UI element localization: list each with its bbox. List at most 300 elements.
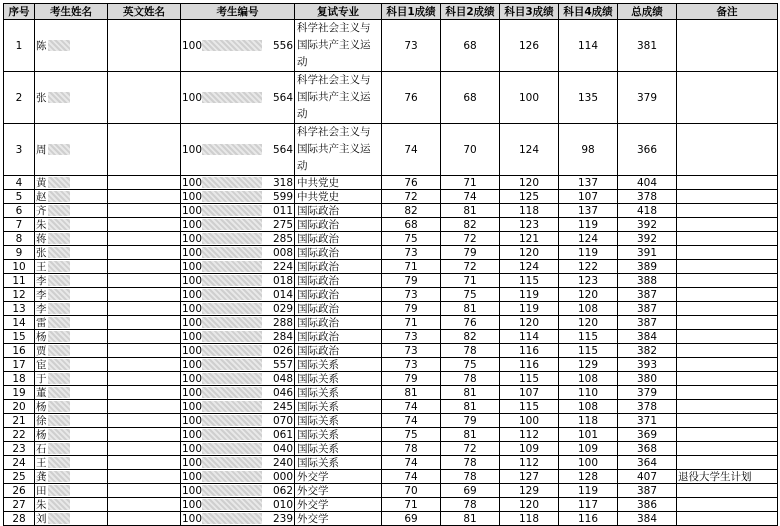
row-number: 4 [4, 176, 35, 190]
retest-major: 国际关系 [295, 372, 382, 386]
subject4-score: 107 [559, 190, 618, 204]
remark [677, 218, 778, 232]
subject2-score: 72 [441, 232, 500, 246]
table-row [4, 330, 778, 344]
row-number: 1 [4, 20, 35, 72]
subject4-score: 100 [559, 456, 618, 470]
table-row [4, 288, 778, 302]
candidate-id [181, 124, 295, 176]
candidate-name-text: 朱 [36, 218, 47, 231]
redaction-mask [48, 191, 70, 202]
retest-major: 国际关系 [295, 400, 382, 414]
row-number: 7 [4, 218, 35, 232]
subject2-score: 71 [441, 274, 500, 288]
candidate-id-prefix: 100 [182, 330, 203, 343]
row-number: 18 [4, 372, 35, 386]
redaction-mask [202, 289, 262, 300]
retest-major: 国际关系 [295, 456, 382, 470]
candidate-id [181, 302, 295, 316]
candidate-id [181, 498, 295, 512]
subject1-score: 74 [382, 456, 441, 470]
subject2-score: 68 [441, 20, 500, 72]
subject3-score: 112 [500, 456, 559, 470]
candidate-name [35, 274, 108, 288]
candidate-id-suffix: 000 [272, 470, 293, 483]
redaction-mask [202, 401, 262, 412]
candidate-name [35, 442, 108, 456]
subject4-score: 124 [559, 232, 618, 246]
candidate-id-suffix: 245 [272, 400, 293, 413]
candidate-id [181, 72, 295, 124]
subject1-score: 81 [382, 386, 441, 400]
candidate-id-prefix: 100 [182, 288, 203, 301]
english-name [108, 470, 181, 484]
subject3-score: 119 [500, 288, 559, 302]
redaction-mask [202, 359, 262, 370]
subject1-score: 68 [382, 218, 441, 232]
row-number: 27 [4, 498, 35, 512]
subject3-score: 124 [500, 124, 559, 176]
redaction-mask [202, 233, 262, 244]
candidate-id-suffix: 284 [272, 330, 293, 343]
english-name [108, 428, 181, 442]
subject4-score: 114 [559, 20, 618, 72]
subject2-score: 81 [441, 400, 500, 414]
subject3-score: 124 [500, 260, 559, 274]
candidate-name [35, 484, 108, 498]
candidate-name [35, 386, 108, 400]
subject4-score: 116 [559, 512, 618, 526]
row-number: 8 [4, 232, 35, 246]
candidate-id-prefix: 100 [182, 358, 203, 371]
retest-major: 国际政治 [295, 246, 382, 260]
subject3-score: 118 [500, 204, 559, 218]
candidate-id-suffix: 029 [272, 302, 293, 315]
redaction-mask [202, 303, 262, 314]
subject2-score: 69 [441, 484, 500, 498]
total-score: 391 [618, 246, 677, 260]
candidate-id-prefix: 100 [182, 204, 203, 217]
candidate-id-prefix: 100 [182, 372, 203, 385]
redaction-mask [48, 261, 70, 272]
candidate-name-text: 杨 [36, 400, 47, 413]
candidate-name-text: 雷 [36, 316, 47, 329]
subject1-score: 79 [382, 372, 441, 386]
header-cell: 备注 [677, 4, 778, 20]
subject1-score: 76 [382, 176, 441, 190]
candidate-id-suffix: 040 [272, 442, 293, 455]
table-row [4, 386, 778, 400]
table-row [4, 456, 778, 470]
remark: 退役大学生计划 [677, 470, 778, 484]
subject1-score: 73 [382, 246, 441, 260]
redaction-mask [48, 457, 70, 468]
candidate-id [181, 428, 295, 442]
subject4-score: 122 [559, 260, 618, 274]
candidate-id-prefix: 100 [182, 176, 203, 189]
subject2-score: 82 [441, 218, 500, 232]
subject3-score: 112 [500, 428, 559, 442]
row-number: 12 [4, 288, 35, 302]
candidate-id-prefix: 100 [182, 344, 203, 357]
redaction-mask [48, 205, 70, 216]
redaction-mask [202, 457, 262, 468]
subject1-score: 74 [382, 414, 441, 428]
remark [677, 232, 778, 246]
redaction-mask [202, 191, 262, 202]
candidate-id-prefix: 100 [182, 91, 203, 104]
candidate-id-suffix: 061 [272, 428, 293, 441]
redaction-mask [48, 401, 70, 412]
redaction-mask [202, 247, 262, 258]
candidate-id-suffix: 062 [272, 484, 293, 497]
table-row [4, 274, 778, 288]
candidate-name-text: 陈 [36, 39, 47, 52]
retest-major: 国际关系 [295, 358, 382, 372]
english-name [108, 246, 181, 260]
retest-major: 国际关系 [295, 428, 382, 442]
header-cell: 考生编号 [181, 4, 295, 20]
candidate-id [181, 316, 295, 330]
subject3-score: 127 [500, 470, 559, 484]
retest-major: 国际政治 [295, 344, 382, 358]
row-number: 11 [4, 274, 35, 288]
row-number: 6 [4, 204, 35, 218]
retest-major: 中共党史 [295, 176, 382, 190]
remark [677, 124, 778, 176]
subject4-score: 119 [559, 484, 618, 498]
table-row [4, 204, 778, 218]
candidate-name-text: 田 [36, 484, 47, 497]
redaction-mask [202, 261, 262, 272]
redaction-mask [48, 429, 70, 440]
subject1-score: 78 [382, 442, 441, 456]
candidate-name [35, 176, 108, 190]
retest-major: 国际政治 [295, 330, 382, 344]
candidate-id [181, 204, 295, 218]
header-cell: 科目2成绩 [441, 4, 500, 20]
retest-major: 国际政治 [295, 302, 382, 316]
table-row [4, 302, 778, 316]
subject1-score: 75 [382, 232, 441, 246]
redaction-mask [202, 499, 262, 510]
row-number: 13 [4, 302, 35, 316]
remark [677, 302, 778, 316]
row-number: 14 [4, 316, 35, 330]
subject1-score: 69 [382, 512, 441, 526]
retest-major: 国际关系 [295, 442, 382, 456]
candidate-id-suffix: 288 [272, 316, 293, 329]
candidate-name [35, 330, 108, 344]
subject3-score: 121 [500, 232, 559, 246]
remark [677, 330, 778, 344]
total-score: 387 [618, 302, 677, 316]
redaction-mask [202, 387, 262, 398]
english-name [108, 316, 181, 330]
remark [677, 176, 778, 190]
subject3-score: 109 [500, 442, 559, 456]
remark [677, 344, 778, 358]
row-number: 22 [4, 428, 35, 442]
candidate-id-prefix: 100 [182, 302, 203, 315]
english-name [108, 20, 181, 72]
english-name [108, 124, 181, 176]
subject4-score: 119 [559, 246, 618, 260]
subject3-score: 120 [500, 176, 559, 190]
candidate-id-suffix: 070 [272, 414, 293, 427]
candidate-id [181, 456, 295, 470]
subject3-score: 116 [500, 344, 559, 358]
total-score: 378 [618, 190, 677, 204]
header-row [4, 4, 778, 20]
english-name [108, 204, 181, 218]
redaction-mask [202, 177, 262, 188]
subject2-score: 75 [441, 288, 500, 302]
subject3-score: 100 [500, 72, 559, 124]
table-row [4, 246, 778, 260]
header-cell: 科目3成绩 [500, 4, 559, 20]
candidate-id [181, 330, 295, 344]
candidate-id-prefix: 100 [182, 470, 203, 483]
candidate-id-suffix: 224 [272, 260, 293, 273]
candidate-id-suffix: 557 [272, 358, 293, 371]
table-row [4, 316, 778, 330]
row-number: 28 [4, 512, 35, 526]
redaction-mask [202, 317, 262, 328]
redaction-mask [48, 303, 70, 314]
table-row [4, 414, 778, 428]
row-number: 10 [4, 260, 35, 274]
english-name [108, 288, 181, 302]
retest-major: 外交学 [295, 484, 382, 498]
candidate-name-text: 张 [36, 246, 47, 259]
candidate-name-text: 齐 [36, 204, 47, 217]
table-row [4, 372, 778, 386]
candidate-name [35, 288, 108, 302]
redaction-mask [48, 373, 70, 384]
candidate-id-prefix: 100 [182, 260, 203, 273]
row-number: 24 [4, 456, 35, 470]
candidate-id-prefix: 100 [182, 232, 203, 245]
subject3-score: 115 [500, 400, 559, 414]
candidate-name [35, 190, 108, 204]
subject2-score: 81 [441, 428, 500, 442]
total-score: 389 [618, 260, 677, 274]
redaction-mask [48, 359, 70, 370]
subject4-score: 135 [559, 72, 618, 124]
candidate-id-prefix: 100 [182, 218, 203, 231]
candidate-name [35, 218, 108, 232]
candidate-name-text: 贾 [36, 344, 47, 357]
candidate-id-suffix: 014 [272, 288, 293, 301]
redaction-mask [48, 415, 70, 426]
candidate-name-text: 王 [36, 260, 47, 273]
total-score: 388 [618, 274, 677, 288]
subject4-score: 128 [559, 470, 618, 484]
english-name [108, 190, 181, 204]
row-number: 19 [4, 386, 35, 400]
redaction-mask [48, 499, 70, 510]
subject2-score: 81 [441, 386, 500, 400]
remark [677, 484, 778, 498]
candidate-id-prefix: 100 [182, 246, 203, 259]
candidate-name [35, 498, 108, 512]
subject1-score: 71 [382, 316, 441, 330]
subject3-score: 107 [500, 386, 559, 400]
candidate-id [181, 344, 295, 358]
total-score: 369 [618, 428, 677, 442]
subject1-score: 76 [382, 72, 441, 124]
redaction-mask [48, 92, 70, 103]
total-score: 404 [618, 176, 677, 190]
english-name [108, 414, 181, 428]
remark [677, 456, 778, 470]
subject2-score: 72 [441, 442, 500, 456]
retest-major: 国际政治 [295, 316, 382, 330]
subject2-score: 81 [441, 302, 500, 316]
candidate-name-text: 赵 [36, 190, 47, 203]
candidate-id-suffix: 010 [272, 498, 293, 511]
subject1-score: 79 [382, 274, 441, 288]
subject4-score: 123 [559, 274, 618, 288]
english-name [108, 386, 181, 400]
row-number: 23 [4, 442, 35, 456]
total-score: 371 [618, 414, 677, 428]
total-score: 384 [618, 512, 677, 526]
redaction-mask [202, 373, 262, 384]
table-row [4, 498, 778, 512]
redaction-mask [202, 40, 262, 51]
english-name [108, 330, 181, 344]
candidate-id [181, 386, 295, 400]
candidate-id-prefix: 100 [182, 414, 203, 427]
redaction-mask [48, 144, 70, 155]
remark [677, 274, 778, 288]
candidate-id [181, 470, 295, 484]
subject1-score: 82 [382, 204, 441, 218]
redaction-mask [202, 205, 262, 216]
header-cell: 科目1成绩 [382, 4, 441, 20]
redaction-mask [48, 387, 70, 398]
row-number: 3 [4, 124, 35, 176]
redaction-mask [202, 485, 262, 496]
candidate-name-text: 于 [36, 372, 47, 385]
subject3-score: 120 [500, 246, 559, 260]
candidate-id-suffix: 046 [272, 386, 293, 399]
subject2-score: 78 [441, 344, 500, 358]
candidate-name-text: 董 [36, 386, 47, 399]
subject1-score: 79 [382, 302, 441, 316]
header-cell: 考生姓名 [35, 4, 108, 20]
candidate-name [35, 428, 108, 442]
subject1-score: 73 [382, 344, 441, 358]
redaction-mask [48, 443, 70, 454]
subject1-score: 74 [382, 124, 441, 176]
subject1-score: 74 [382, 470, 441, 484]
row-number: 17 [4, 358, 35, 372]
candidate-id [181, 372, 295, 386]
row-number: 25 [4, 470, 35, 484]
redaction-mask [202, 275, 262, 286]
redaction-mask [48, 317, 70, 328]
remark [677, 204, 778, 218]
subject4-score: 115 [559, 344, 618, 358]
english-name [108, 260, 181, 274]
candidate-name [35, 72, 108, 124]
table-body [4, 20, 778, 526]
total-score: 384 [618, 330, 677, 344]
candidate-name-text: 王 [36, 456, 47, 469]
candidate-id-prefix: 100 [182, 400, 203, 413]
remark [677, 190, 778, 204]
subject3-score: 125 [500, 190, 559, 204]
table-row [4, 470, 778, 484]
subject3-score: 114 [500, 330, 559, 344]
total-score: 387 [618, 484, 677, 498]
candidate-id-prefix: 100 [182, 39, 203, 52]
table-row [4, 344, 778, 358]
candidate-name [35, 232, 108, 246]
redaction-mask [202, 219, 262, 230]
candidate-name [35, 456, 108, 470]
candidate-name [35, 414, 108, 428]
english-name [108, 358, 181, 372]
remark [677, 246, 778, 260]
row-number: 20 [4, 400, 35, 414]
candidate-name [35, 20, 108, 72]
redaction-mask [48, 233, 70, 244]
candidate-id-prefix: 100 [182, 428, 203, 441]
subject2-score: 81 [441, 512, 500, 526]
remark [677, 372, 778, 386]
candidate-id [181, 414, 295, 428]
retest-major: 国际政治 [295, 274, 382, 288]
subject4-score: 118 [559, 414, 618, 428]
subject4-score: 120 [559, 288, 618, 302]
row-number: 15 [4, 330, 35, 344]
candidate-name [35, 260, 108, 274]
remark [677, 414, 778, 428]
remark [677, 428, 778, 442]
candidate-name [35, 358, 108, 372]
retest-major: 国际政治 [295, 232, 382, 246]
candidate-name-text: 杨 [36, 428, 47, 441]
total-score: 393 [618, 358, 677, 372]
candidate-id [181, 442, 295, 456]
total-score: 387 [618, 288, 677, 302]
subject2-score: 74 [441, 190, 500, 204]
table-row [4, 358, 778, 372]
candidate-id-suffix: 240 [272, 456, 293, 469]
subject2-score: 71 [441, 176, 500, 190]
total-score: 386 [618, 498, 677, 512]
english-name [108, 302, 181, 316]
candidate-id-suffix: 275 [272, 218, 293, 231]
table-row [4, 484, 778, 498]
english-name [108, 72, 181, 124]
candidate-id-suffix: 048 [272, 372, 293, 385]
subject1-score: 71 [382, 260, 441, 274]
retest-major: 科学社会主义与国际共产主义运动 [295, 20, 382, 72]
candidate-name-text: 朱 [36, 498, 47, 511]
subject3-score: 100 [500, 414, 559, 428]
candidate-id [181, 358, 295, 372]
english-name [108, 372, 181, 386]
candidate-id [181, 484, 295, 498]
table-row [4, 190, 778, 204]
candidate-id-suffix: 599 [272, 190, 293, 203]
row-number: 2 [4, 72, 35, 124]
